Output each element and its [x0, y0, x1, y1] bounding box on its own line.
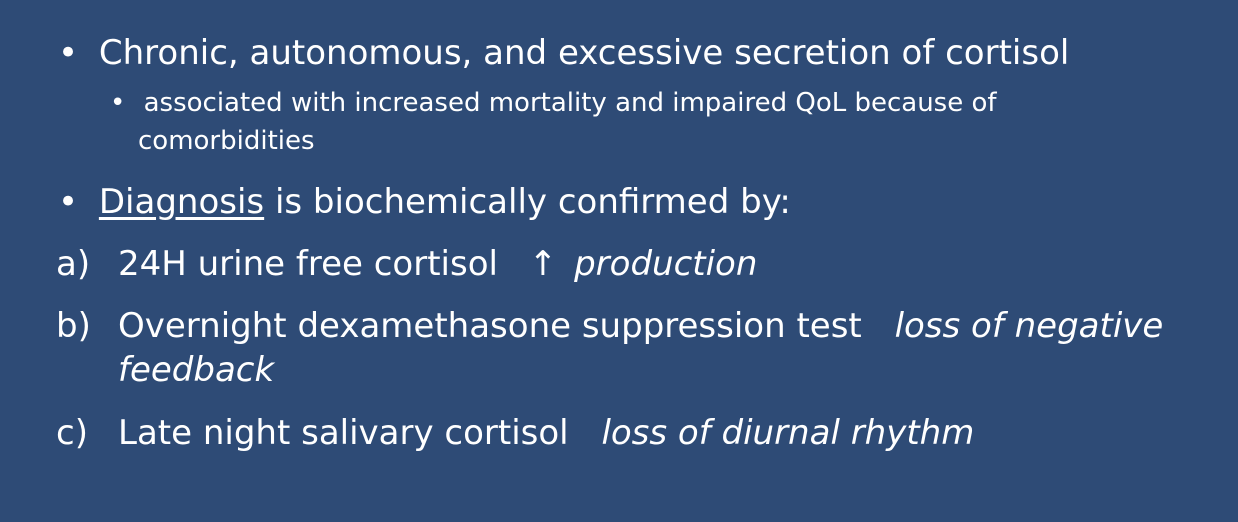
sub-bullet-dot: •	[110, 88, 126, 118]
up-arrow-icon: ↑	[528, 244, 558, 284]
sub-bullet-1-continuation	[138, 128, 315, 154]
item-b-content	[118, 306, 1164, 346]
item-c-marker: c)	[56, 413, 88, 453]
sub-bullet-1	[110, 90, 997, 116]
item-b-italic-line-2: feedback	[118, 350, 275, 390]
item-c-content	[118, 413, 975, 453]
item-a-text: 24H urine free cortisol	[118, 244, 498, 284]
item-a-italic: production	[574, 244, 758, 284]
item-c-text: Late night salivary cortisol	[118, 413, 569, 453]
item-b-italic-line-1: loss of negative	[894, 306, 1164, 346]
item-a-marker: a)	[56, 244, 91, 284]
item-c-italic: loss of diurnal rhythm	[601, 413, 975, 453]
item-b-continuation	[118, 350, 275, 390]
item-b-marker: b)	[56, 306, 91, 346]
item-a	[56, 244, 91, 284]
bullet-2-text: is biochemically confirmed by:	[264, 182, 791, 222]
bullet-dot: •	[58, 33, 79, 73]
item-b-text: Overnight dexamethasone suppression test	[118, 306, 862, 346]
item-c	[56, 413, 88, 453]
sub-bullet-1-line-2: comorbidities	[138, 126, 315, 156]
bullet-2-underlined: Diagnosis	[98, 182, 265, 222]
item-a-content	[118, 244, 758, 284]
item-b	[56, 306, 91, 346]
sub-bullet-1-line-1: associated with increased mortality and impaired QoL because of	[143, 88, 997, 118]
bullet-1-text: Chronic, autonomous, and excessive secretion of cortisol	[98, 33, 1070, 73]
bullet-dot: •	[58, 182, 79, 222]
bullet-2	[58, 182, 791, 222]
bullet-1	[58, 33, 1070, 73]
